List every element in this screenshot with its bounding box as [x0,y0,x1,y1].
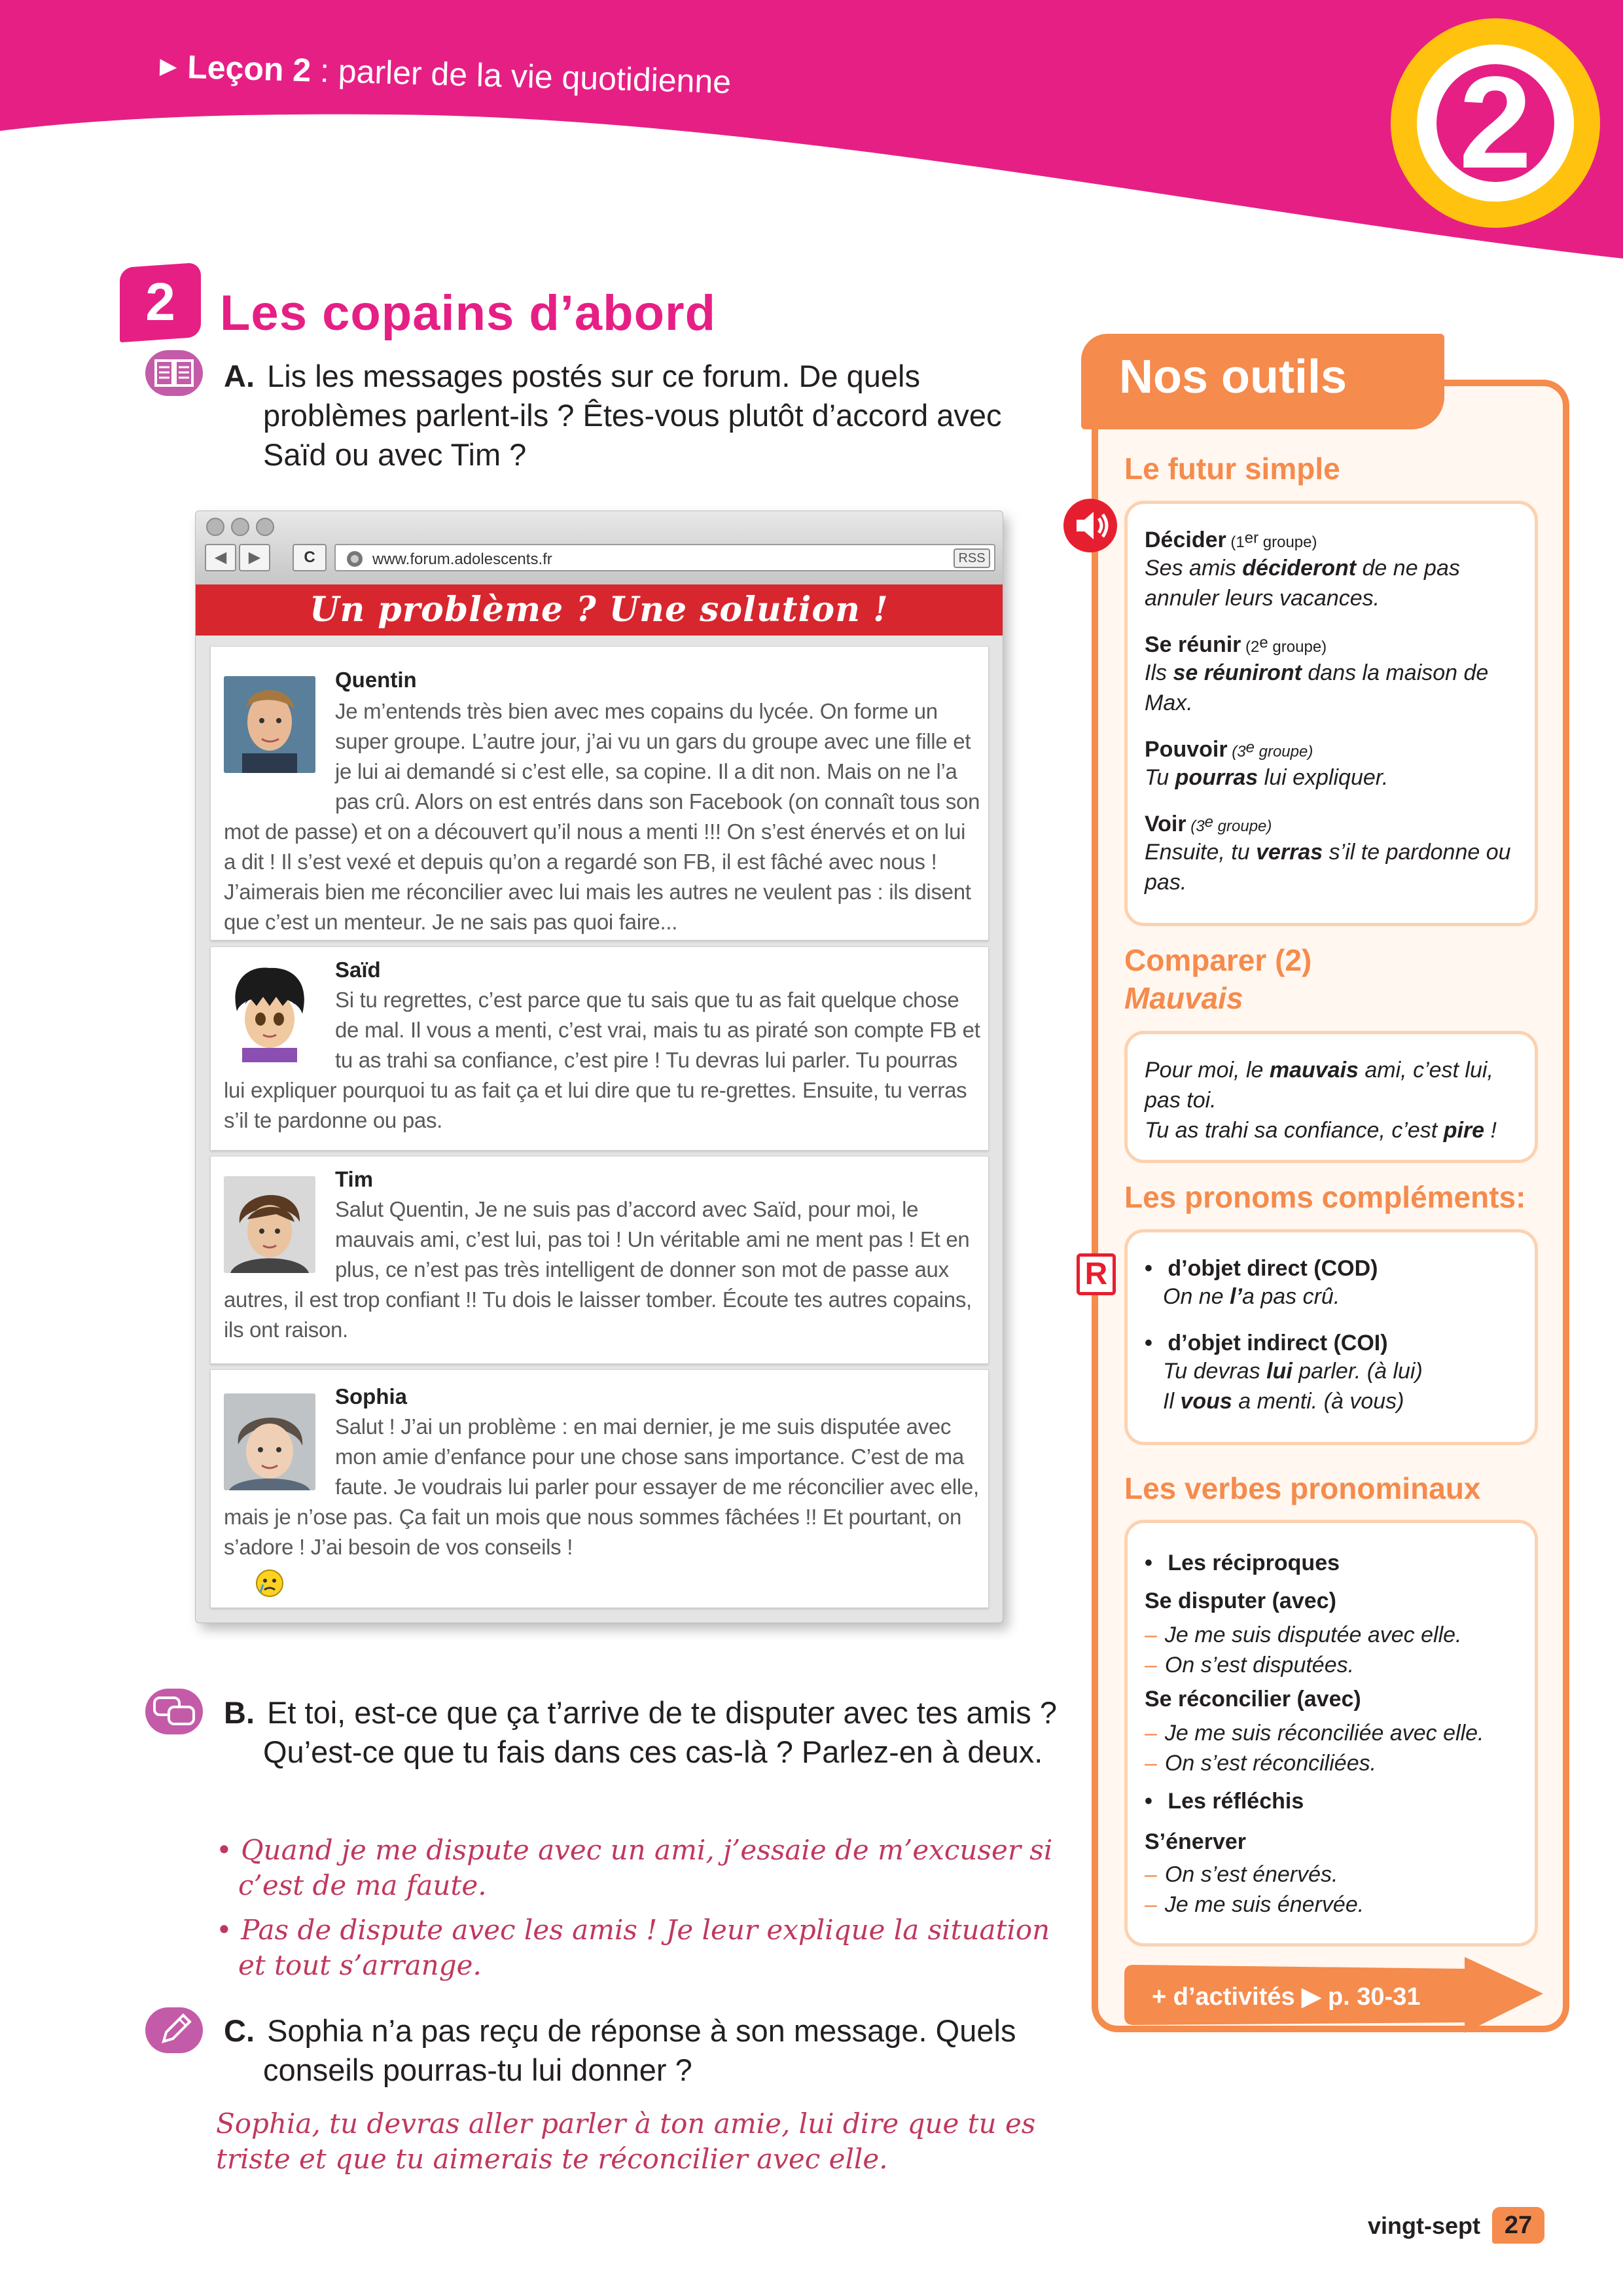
comparer-subheading: Mauvais [1124,981,1243,1015]
header-band [0,0,1623,275]
forum-post-sophia [210,1369,989,1608]
question-a-text: Lis les messages postés sur ce forum. De quels problèmes parlent-ils ? Êtes-vous plutôt d’accord avec Saïd ou avec Tim ? [263,359,1002,472]
unit-badge [1391,18,1600,228]
pronoms-coi: • d’objet indirect (COI) Tu devras lui parler. (à lui) Il vous a menti. (à vous) [1145,1331,1423,1414]
answer-b-1: • Quand je me dispute avec un ami, j’essaie de m’excuser si c’est de ma faute. [216,1834,1053,1901]
globe-icon [345,549,365,569]
tools-title: Nos outils [1119,351,1347,403]
section-title: Les copains d’abord [220,285,717,341]
r-icon[interactable]: R [1077,1253,1116,1295]
pronominaux-heading: Les verbes pronominaux [1124,1471,1481,1505]
window-close-dot[interactable] [206,518,224,536]
question-b [224,1693,1075,1772]
post-author: Tim [335,1167,374,1191]
url-text: www.forum.adolescents.fr [372,550,552,568]
book-icon [145,350,203,396]
unit-number: 2 [1459,50,1532,196]
question-c [224,2011,1075,2090]
comparer-example-2: Tu as trahi sa confiance, c’est pire ! [1145,1118,1497,1143]
futur-entry: Se réunir (2e groupe) Ils se réuniront dans la maison de Max. [1145,632,1489,715]
question-c-text: Sophia n’a pas reçu de réponse à son message. Quels conseils pourras-tu lui donner ? [263,2013,1016,2087]
question-a [224,357,1009,475]
speaker-icon[interactable] [1063,499,1117,552]
page-number-word: vingt-sept [1368,2212,1481,2239]
post-author: Quentin [335,668,417,692]
triangle-icon: ▶ [159,53,177,79]
window-minimize-dot[interactable] [231,518,249,536]
post-body: Si tu regrettes, c’est parce que tu sais que tu as fait quelque chose de mal. Il vous a menti, c’est vrai, mais tu as piraté son compte FB et tu as trahi sa confiance, c’est pire ! Tu devras lui parler. Tu pourras lui expliquer pourquoi tu as fait ça et lui dire que tu re-grettes. Ensuite, tu verras s’il te pardonne ou pas. [224,988,980,1132]
section-number: 2 [145,272,175,332]
question-b-text: Et toi, est-ce que ça t’arrive de te disputer avec tes amis ? Qu’est-ce que tu fais dans ces cas-là ? Parlez-en à deux. [263,1695,1057,1769]
comparer-heading: Comparer (2) [1124,943,1312,977]
pronoms-cod: • d’objet direct (COD) On ne l’a pas crû. [1145,1256,1378,1309]
crying-smiley-icon [253,1566,287,1600]
futur-entry: Voir (3e groupe) Ensuite, tu verras s’il te pardonne ou pas. [1145,812,1511,895]
forum-title: Un problème ? Une solution ! [310,590,889,630]
back-button[interactable]: ◀ [205,544,236,571]
pronoms-box [1124,1229,1538,1445]
forum-banner [196,584,1003,636]
lesson-subtitle: : parler de la vie quotidienne [310,52,732,101]
pronominaux-box [1124,1520,1538,1946]
futur-entry: Pouvoir (3e groupe) Tu pourras lui expliquer. [1145,737,1389,790]
post-body: Salut ! J’ai un problème : en mai dernier, je me suis disputée avec mon amie d’enfance pour une chose sans importance. C’est de ma faute. Je voudrais lui parler pour essayer de me réconcilier avec elle, mais je n’ose pas. Ça fait un mois que nous sommes fâchées !! Et pourtant, on s’adore ! J’ai besoin de vos conseils ! [224,1414,979,1559]
refresh-button[interactable]: C [293,544,327,571]
comparer-box [1124,1031,1538,1163]
post-body: Salut Quentin, Je ne suis pas d’accord avec Saïd, pour moi, le mauvais ami, c’est lui, pas toi ! Un véritable ami ne ment pas ! Et en plus, ce n’est pas très intelligent de donner son mot de passe aux autres, il est trop confiant !! Tu dois le laisser tomber. Écoute tes autres copains, ils ont raison. [224,1197,972,1342]
question-c-letter: C. [224,2013,255,2048]
futur-box [1124,501,1538,926]
forum-post-quentin [210,646,989,941]
pencil-icon [145,2007,203,2053]
futur-entry: Décider (1er groupe) Ses amis décideront de ne pas annuler leurs vacances. [1145,528,1460,611]
answer-b-2: • Pas de dispute avec les amis ! Je leur explique la situation et tout s’arrange. [216,1914,1050,1981]
lesson-label: Leçon 2 [187,48,312,89]
forum-post-said [210,946,989,1151]
comparer-example-1: Pour moi, le mauvais ami, c’est lui, pas toi. [1145,1058,1493,1113]
pronoms-heading: Les pronoms compléments: [1124,1180,1526,1214]
pronominaux-content: • Les réciproques Se disputer (avec) – Je me suis disputée avec elle. – On s’est disputées. Se réconcilier (avec) – Je me suis réconciliée avec elle. – On s’est réconciliées. • Les réfléchis S’énerver – On s’est énervés. – Je me suis énervée. [1145,1551,1484,1917]
answer-c: Sophia, tu devras aller parler à ton amie, lui dire que tu es triste et que tu aimerais te réconcilier avec elle. [216,2108,1036,2175]
futur-heading: Le futur simple [1124,452,1340,486]
address-bar[interactable] [334,544,995,571]
question-a-letter: A. [224,359,255,393]
browser-toolbar [196,511,1003,584]
post-author: Sophia [335,1384,408,1408]
page-number: 27 [1504,2212,1533,2239]
forward-button[interactable]: ▶ [239,544,270,571]
post-body: Je m’entends très bien avec mes copains du lycée. On forme un super groupe. L’autre jour, j’ai vu un gars du groupe avec une fille et je lui ai demandé si c’est elle, sa copine. Il a dit non. Mais on ne l’a pas crû. Alors on est entrés dans son Facebook (on connaît tous son mot de passe) et on a découvert qu’il nous a menti !!! On s’est énervés et on lui a dit ! Il s’est vexé et depuis qu’on a regardé son FB, il est fâché avec nous ! J’aimerais bien me réconcilier avec lui mais les autres ne veulent pas : ils disent que c’est un menteur. Je ne sais pas quoi faire... [224,699,980,934]
more-activities-link[interactable]: + d’activités ▶ p. 30-31 [1152,1983,1421,2011]
window-maximize-dot[interactable] [256,518,274,536]
forum-post-tim [210,1156,989,1364]
question-b-letter: B. [224,1695,255,1730]
forum-browser-window [195,511,1003,1623]
speech-bubbles-icon [145,1689,203,1734]
rss-button[interactable]: RSS [954,548,990,568]
post-author: Saïd [335,958,381,982]
